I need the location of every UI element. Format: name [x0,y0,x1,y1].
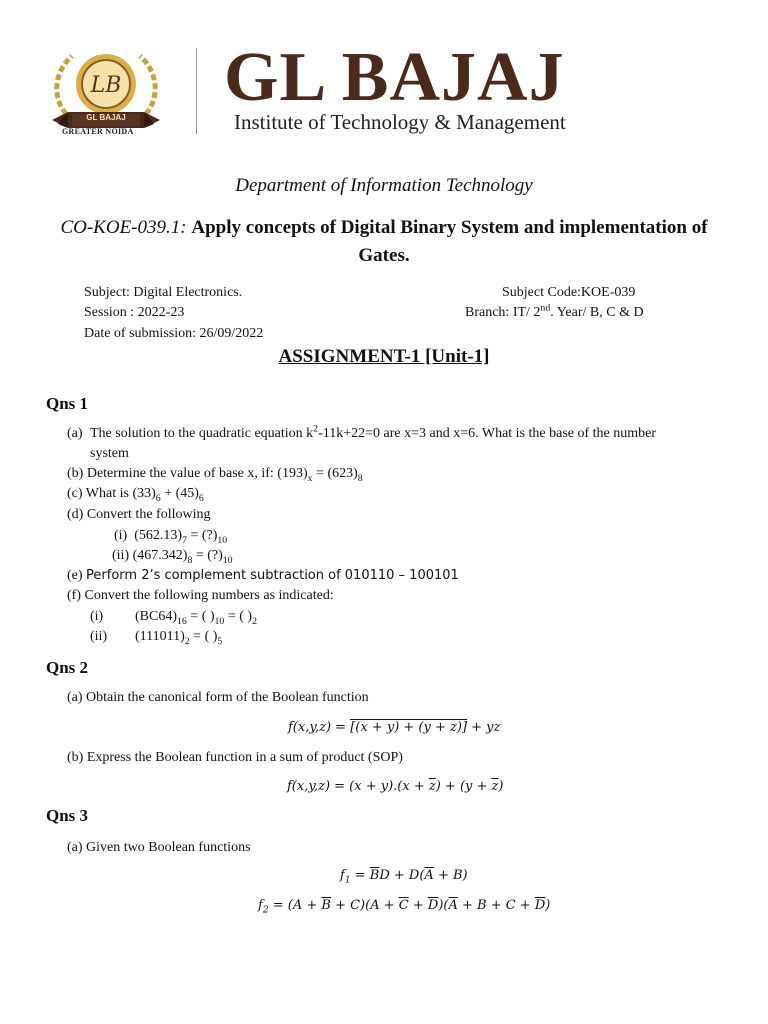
q2-part-b: (b) Express the Boolean function in a sum of product (SOP) [67,750,403,765]
question-3-heading: Qns 3 [46,806,89,825]
q1-part-e: (e) Perform 2’s complement subtraction of 010110 – 100101 [67,568,459,583]
q3-part-a: (a) Given two Boolean functions [67,840,251,855]
q3-equation-f2: $f_2 = (A + \overline{B} + C)(A + \overline{C} + \overline{D})(\overline{A} + B + C + \overline{D})$ [258,898,551,916]
campus-label: GREATER NOIDA [62,127,134,136]
branch-info: Branch: IT/ 2nd. Year/ B, C & D [465,302,644,320]
header-divider [196,48,197,134]
q1-part-a: (a) The solution to the quadratic equation $k^2-11k+22=0$ are x=3 and x=6. What is the base of the number system [67,423,657,461]
course-outcome [40,214,728,270]
session-label: Session : 2022-23 [84,305,185,320]
q1-part-d-i: (i) $(562.13)_7$ = $(?)_{10}$ [114,528,228,546]
q2-part-a: (a) Obtain the canonical form of the Boolean function [67,690,369,705]
subject-code: Subject Code:KOE-039 [502,285,636,300]
institute-tagline: Institute of Technology & Management [234,110,566,134]
q2-equation-a: f(x,y,z) = [(x + y) + (y + z)] + yz [288,720,501,735]
q1-part-c: (c) What is $(33)_6 + (45)_6$ [67,486,204,504]
emblem-ribbon-text: GL BAJAJ [86,113,126,122]
q1-part-f: (f) Convert the following numbers as indicated: [67,588,334,603]
subject-label: Subject: Digital Electronics. [84,285,243,300]
question-2-heading: Qns 2 [46,658,89,677]
svg-text:LB: LB [90,73,122,98]
assignment-title: ASSIGNMENT-1 [Unit-1] [278,346,490,367]
department-title: Department of Information Technology [235,175,533,196]
course-outcome-code: CO-KOE-039.1: [60,217,187,238]
question-1-heading: Qns 1 [46,394,89,413]
submission-date: Date of submission: 26/09/2022 [84,326,264,341]
q1-part-f-ii: (ii) $(111011)_2$ = ( )$_5$ [90,629,223,647]
q1-part-d-ii: (ii) $(467.342)_8$ = $(?)_{10}$ [112,548,233,566]
q1-part-d: (d) Convert the following [67,507,211,522]
q3-equation-f1: $f_1 = \overline{B}D + D(\overline{A} + B)$ [340,868,468,886]
course-outcome-description: Apply concepts of Digital Binary System and implementation of Gates. [191,217,708,266]
q1-part-b: (b) Determine the value of base x, if: $(193)_x = (623)_8$ [67,466,363,484]
q1-part-f-i: (i) $(BC64)_{16}$ = ( )$_{10}$ = ( )$_2$ [90,609,257,627]
q2-equation-b: $f(x,y,z) = (x + y).(x + \overline{z}) + (y + \overline{z})$ [287,779,504,794]
institute-name: GL BAJAJ [224,39,565,116]
